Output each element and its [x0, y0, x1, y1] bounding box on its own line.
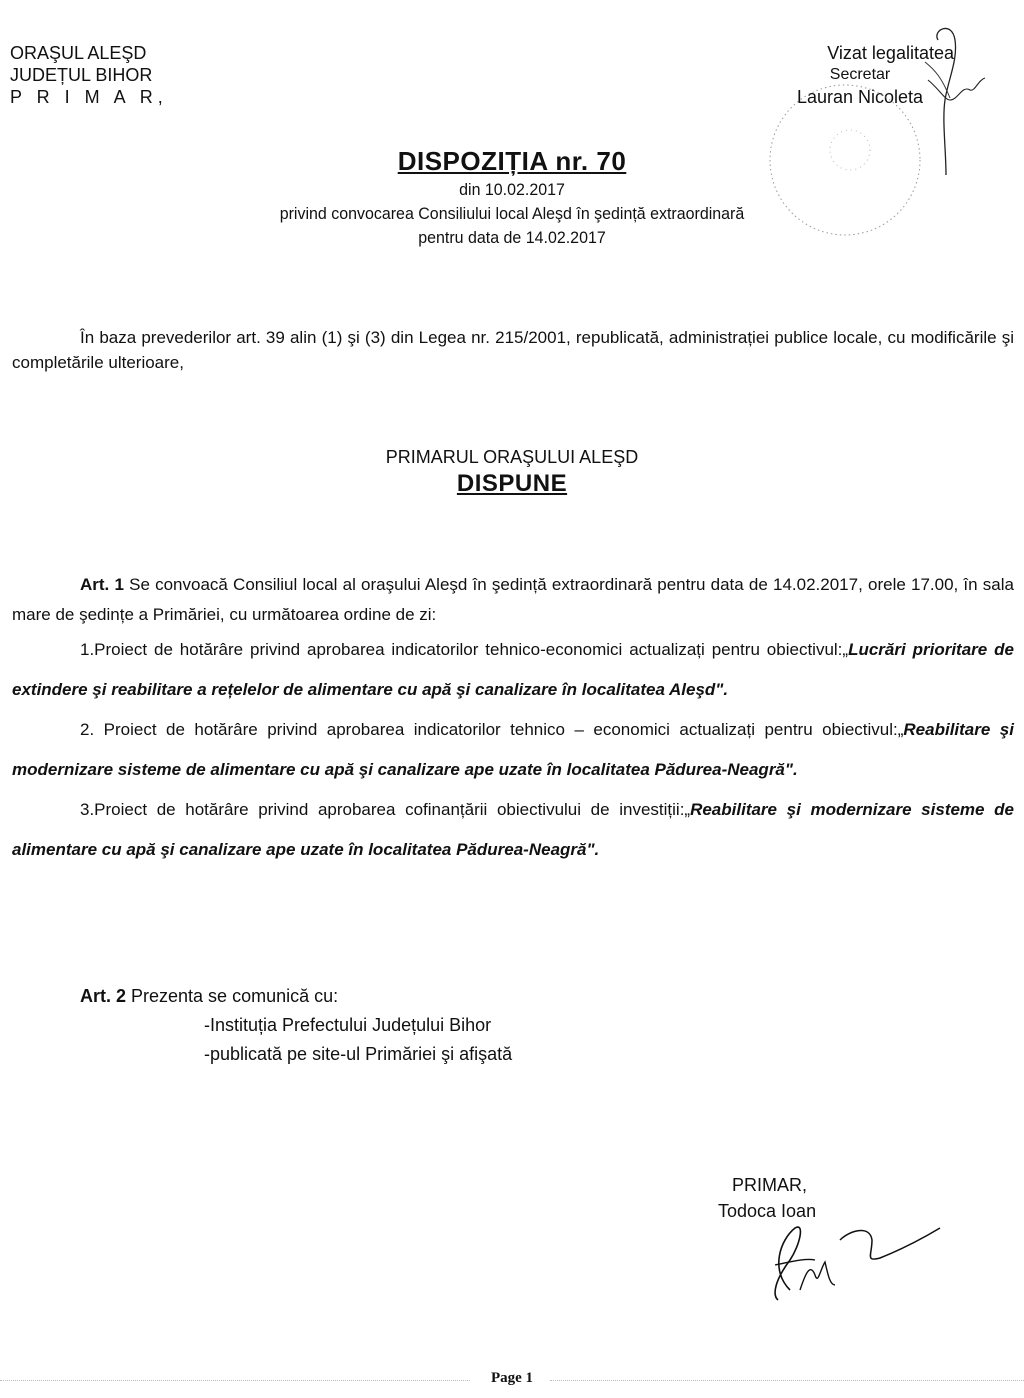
agenda-item-3-project: Reabilitare şi modernizare sisteme de alimentare cu apă şi canalizare ape uzate în localitatea Pădurea-Neagră". — [12, 800, 1014, 859]
county-name: JUDEȚUL BIHOR — [10, 65, 153, 85]
secretary-name: Lauran Nicoleta — [796, 87, 924, 107]
issuer-title: PRIMARUL ORAŞULUI ALEŞD — [385, 447, 639, 467]
recipient-item: -Instituția Prefectului Județului Bihor — [204, 1015, 492, 1035]
mayor-name: Todoca Ioan — [718, 1201, 817, 1221]
article-1-text: Se convoacă Consiliul local al oraşului Aleşd în şedință extraordinară pentru data de 14.02.2017, orele 17.00, în sala mare de şedințe a Primăriei, cu următoarea ordine de zi: — [12, 575, 1014, 624]
page-number: Page 1 — [490, 1370, 534, 1386]
recipient-item: -publicată pe site-ul Primăriei şi afişată — [204, 1044, 513, 1064]
document-title: DISPOZIȚIA nr. 70 — [397, 146, 627, 176]
agenda-item-1-prefix: 1.Proiect de hotărâre privind aprobarea indicatorilor tehnico-economici actualizați pentru obiectivul:„ — [80, 640, 849, 659]
secretary-title: Secretar — [829, 66, 891, 83]
visa-label: Vizat legalitatea — [827, 43, 954, 63]
office-name: P R I M A R, — [10, 87, 168, 107]
document-date: din 10.02.2017 — [459, 180, 565, 199]
agenda-item-1-project: Lucrări prioritare de extindere şi reabilitare a rețelelor de alimentare cu apă şi canalizare în localitatea Aleşd". — [12, 640, 1014, 699]
town-name: ORAŞUL ALEŞD — [10, 43, 147, 63]
document-subject: privind convocarea Consiliului local Aleşd în şedință extraordinară — [279, 204, 745, 223]
agenda-item-2-project: Reabilitare şi modernizare sisteme de alimentare cu apă şi canalizare ape uzate în localitatea Pădurea-Neagră". — [12, 720, 1014, 779]
article-1-label: Art. 1 — [80, 575, 124, 594]
mayor-title: PRIMAR, — [732, 1175, 808, 1195]
agenda-item-2-prefix: 2. Proiect de hotărâre privind aprobarea indicatorilor tehnico – economici actualizați pentru obiectivul:„ — [80, 720, 904, 739]
dispune-heading: DISPUNE — [456, 470, 568, 497]
preamble: În baza prevederilor art. 39 alin (1) şi (3) din Legea nr. 215/2001, republicată, administrației publice locale, cu modificările şi completările ulterioare, — [12, 328, 1014, 372]
agenda-item-3-prefix: 3.Proiect de hotărâre privind aprobarea cofinanțării obiectivului de investiții:„ — [80, 800, 691, 819]
article-2-text: Prezenta se comunică cu: — [126, 986, 339, 1006]
article-2-label: Art. 2 — [80, 986, 127, 1006]
meeting-date: pentru data de 14.02.2017 — [418, 228, 606, 247]
